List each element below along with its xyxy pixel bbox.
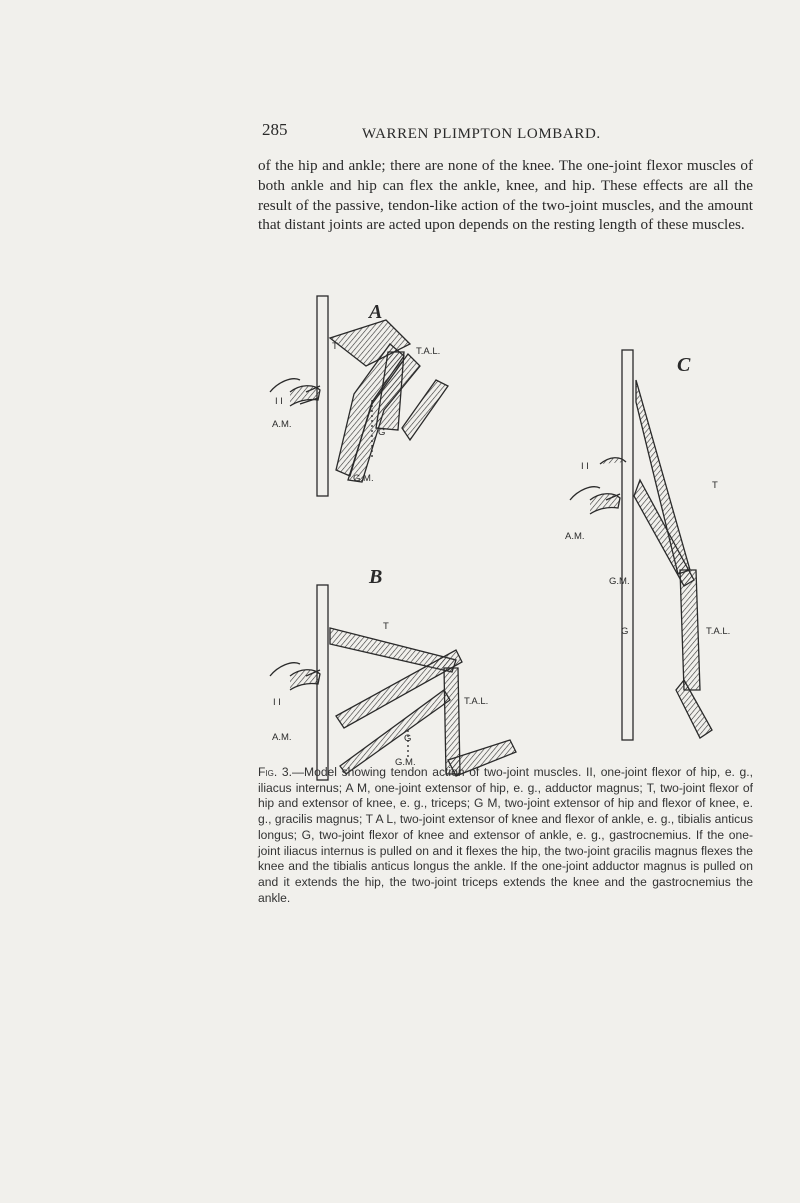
label-a-ii: I I (275, 396, 283, 407)
panel-b-title: B (369, 566, 383, 588)
figure-caption-label: Fig. 3. (258, 765, 292, 779)
panel-a-foot (402, 380, 448, 440)
label-b-ii: I I (273, 697, 281, 708)
panel-a-title: A (369, 301, 383, 323)
panel-c (570, 350, 712, 740)
panel-c-title: C (677, 354, 691, 376)
label-c-am: A.M. (565, 531, 585, 542)
page-number: 285 (262, 120, 288, 139)
label-a-gm: G.M. (353, 473, 374, 484)
body-paragraph: of the hip and ankle; there are none of the knee. The one-joint flexor muscles of both ankle and hip can flex the ankle, knee, and hip. These effects are all the result of the passive, tendon-like action of the two-joint muscles, and the amount that distant joints are acted upon depends on the resting length of these muscles. (258, 157, 753, 234)
figure-caption (258, 765, 753, 906)
label-b-g: G (404, 733, 412, 744)
label-c-g: G (621, 626, 629, 637)
figure-caption-text: —Model showing tendon action of two-joint muscles. II, one-joint flexor of hip, e. g., iliacus internus; A M, one-joint extensor of hip, e. g., adductor magnus; T, two-joint flexor of hip and extensor of knee, e. g., triceps; G M, two-joint extensor of hip and flexor of knee, e. g., gracilis magnus; T A L, two-joint extensor of knee and flexor of ankle, e. g., tibialis anticus longus; G, two-joint flexor of knee and extensor of ankle, e. g., gastrocnemius. If the one-joint iliacus internus is pulled on and it flexes the hip, the two-joint gracilis magnus flexes the knee and the tibialis anticus longus the ankle. If the one-joint adductor magnus is pulled on and it extends the hip, the two-joint triceps extends the knee and the gastrocnemius the ankle. (258, 765, 754, 905)
label-c-ii: I I (581, 461, 589, 472)
label-b-t: T (383, 621, 389, 632)
panel-c-tibia (680, 570, 700, 690)
panel-a (270, 296, 448, 496)
panel-b (270, 585, 516, 780)
panel-c-board (622, 350, 633, 740)
label-a-t: T (332, 341, 338, 352)
label-b-tal: T.A.L. (464, 696, 489, 707)
label-a-g: G (378, 427, 386, 438)
label-a-am: A.M. (272, 419, 292, 430)
label-c-gm: G.M. (609, 576, 630, 587)
label-b-am: A.M. (272, 732, 292, 743)
label-a-tal: T.A.L. (416, 346, 441, 357)
label-b-gm: G.M. (395, 757, 416, 768)
panel-c-pulley (590, 494, 620, 514)
running-head: WARREN PLIMPTON LOMBARD. (362, 126, 601, 142)
panel-b-femur (336, 650, 462, 728)
label-c-t: T (712, 480, 718, 491)
panel-b-pulley (290, 670, 320, 690)
label-c-tal: T.A.L. (706, 626, 731, 637)
